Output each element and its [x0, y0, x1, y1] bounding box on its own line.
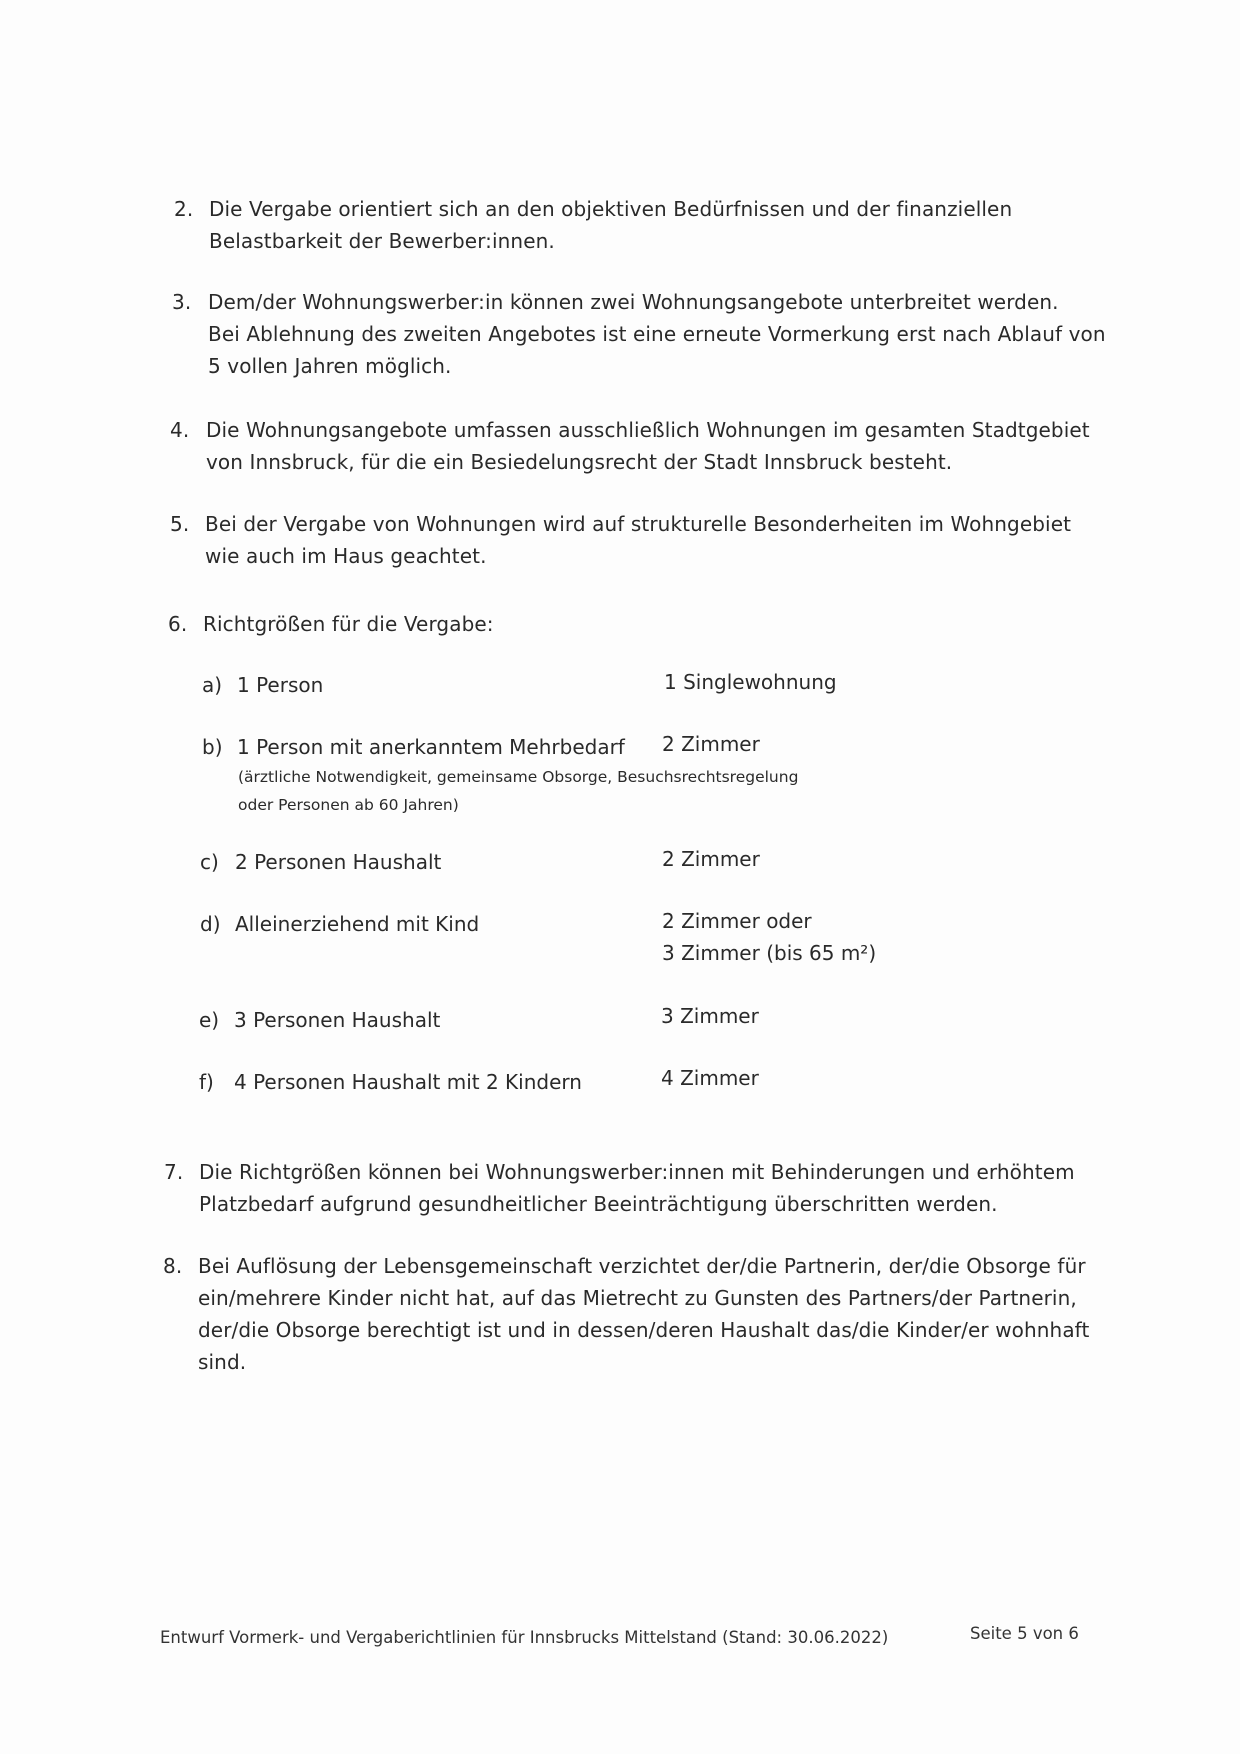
- sub-value: 2 Zimmer: [662, 732, 760, 756]
- sub-label: 3 Personen Haushalt: [234, 1008, 441, 1032]
- list-number: 6.: [168, 612, 188, 636]
- list-text-line: ein/mehrere Kinder nicht hat, auf das Mietrecht zu Gunsten des Partners/der Partnerin,: [198, 1286, 1077, 1310]
- list-number: 3.: [172, 290, 192, 314]
- list-text-line: Die Wohnungsangebote umfassen ausschließlich Wohnungen im gesamten Stadtgebiet: [206, 418, 1090, 442]
- sub-note-line: oder Personen ab 60 Jahren): [238, 796, 459, 814]
- list-text-line: 5 vollen Jahren möglich.: [208, 354, 452, 378]
- sub-note-line: (ärztliche Notwendigkeit, gemeinsame Obsorge, Besuchsrechtsregelung: [238, 768, 799, 786]
- list-number: 8.: [163, 1254, 183, 1278]
- footer-page-number: Seite 5 von 6: [970, 1624, 1079, 1643]
- sub-label: 1 Person: [237, 673, 324, 697]
- list-text-line: von Innsbruck, für die ein Besiedelungsrecht der Stadt Innsbruck besteht.: [206, 450, 953, 474]
- sub-label: 2 Personen Haushalt: [235, 850, 442, 874]
- sub-value: 2 Zimmer: [662, 847, 760, 871]
- list-text-line: sind.: [198, 1350, 247, 1374]
- sub-value: 3 Zimmer: [661, 1004, 759, 1028]
- sub-letter: d): [200, 912, 221, 936]
- list-text-line: wie auch im Haus geachtet.: [205, 544, 487, 568]
- list-number: 2.: [174, 197, 194, 221]
- sub-label: Alleinerziehend mit Kind: [235, 912, 480, 936]
- list-number: 5.: [170, 512, 190, 536]
- list-text-line: Dem/der Wohnungswerber:in können zwei Wohnungsangebote unterbreitet werden.: [208, 290, 1059, 314]
- list-text-line: der/die Obsorge berechtigt ist und in dessen/deren Haushalt das/die Kinder/er wohnhaft: [198, 1318, 1090, 1342]
- list-text-line: Bei der Vergabe von Wohnungen wird auf strukturelle Besonderheiten im Wohngebiet: [205, 512, 1072, 536]
- sub-value: 3 Zimmer (bis 65 m²): [662, 941, 877, 965]
- sub-value: 4 Zimmer: [661, 1066, 759, 1090]
- sub-letter: c): [200, 850, 219, 874]
- sub-letter: a): [202, 673, 223, 697]
- list-number: 7.: [164, 1160, 184, 1184]
- list-text-line: Die Vergabe orientiert sich an den objektiven Bedürfnissen und der finanziellen: [209, 197, 1013, 221]
- sub-value: 1 Singlewohnung: [664, 670, 837, 694]
- list-text-line: Platzbedarf aufgrund gesundheitlicher Beeinträchtigung überschritten werden.: [199, 1192, 998, 1216]
- list-text-line: Richtgrößen für die Vergabe:: [203, 612, 494, 636]
- footer-document-title: Entwurf Vormerk- und Vergaberichtlinien für Innsbrucks Mittelstand (Stand: 30.06.2022): [160, 1628, 889, 1647]
- sub-label: 4 Personen Haushalt mit 2 Kindern: [234, 1070, 582, 1094]
- sub-letter: b): [202, 735, 223, 759]
- list-text-line: Die Richtgrößen können bei Wohnungswerber:innen mit Behinderungen und erhöhtem: [199, 1160, 1075, 1184]
- list-number: 4.: [170, 418, 190, 442]
- sub-label: 1 Person mit anerkanntem Mehrbedarf: [237, 735, 625, 759]
- list-text-line: Belastbarkeit der Bewerber:innen.: [209, 229, 555, 253]
- sub-letter: e): [199, 1008, 220, 1032]
- list-text-line: Bei Ablehnung des zweiten Angebotes ist eine erneute Vormerkung erst nach Ablauf von: [208, 322, 1106, 346]
- list-text-line: Bei Auflösung der Lebensgemeinschaft verzichtet der/die Partnerin, der/die Obsorge für: [198, 1254, 1086, 1278]
- sub-letter: f): [199, 1070, 214, 1094]
- sub-value: 2 Zimmer oder: [662, 909, 812, 933]
